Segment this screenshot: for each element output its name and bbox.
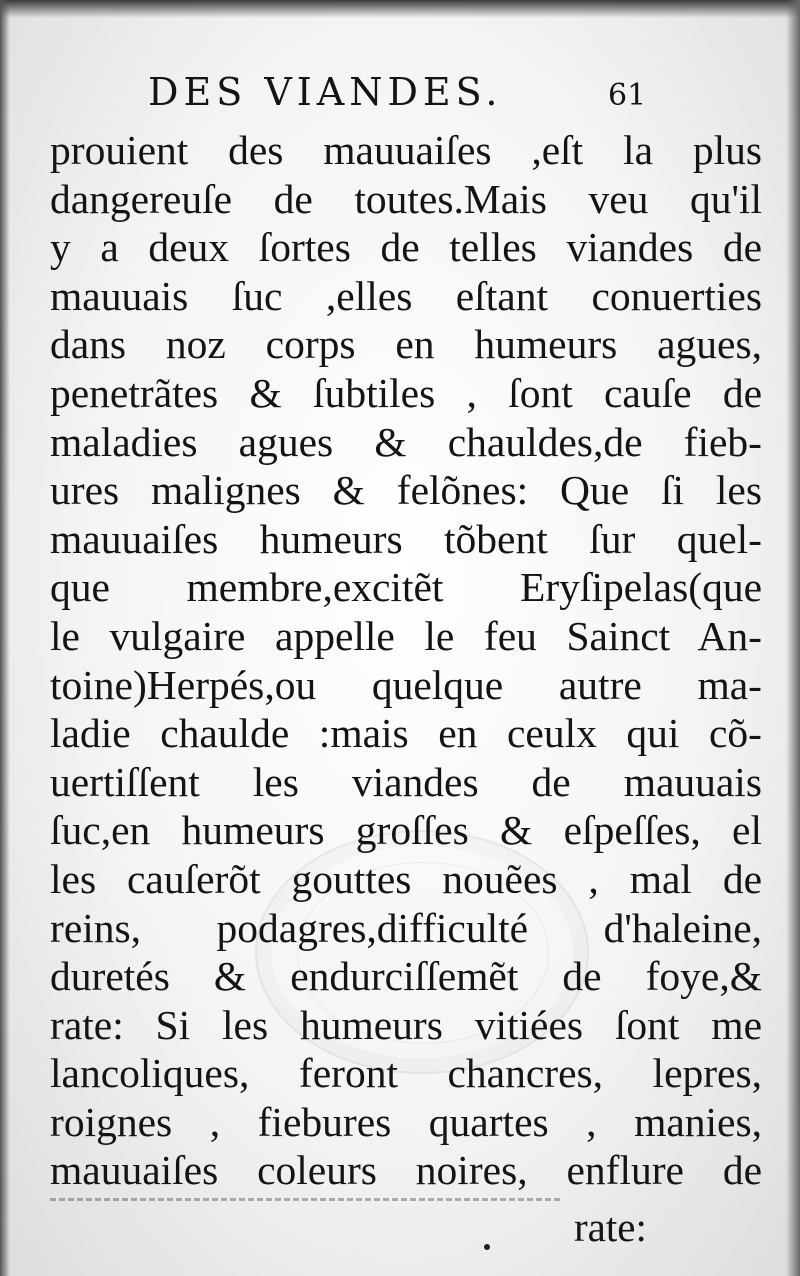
catchword: rate: bbox=[574, 1204, 647, 1250]
text-line: uertiſſent les viandes de mauuais bbox=[50, 758, 762, 805]
text-line: roignes , fiebures quartes , manies, bbox=[50, 1098, 762, 1145]
text-line: y a deux ſortes de telles viandes de bbox=[50, 224, 762, 271]
text-line: les cauſerõt gouttes nouẽes , mal de bbox=[50, 855, 762, 902]
ink-speck bbox=[484, 1244, 490, 1250]
text-line: toine)Herpés,ou quelque autre ma- bbox=[50, 661, 762, 708]
text-line: ſuc,en humeurs groſſes & eſpeſſes, el bbox=[50, 807, 762, 854]
text-line: le vulgaire appelle le feu Sainct An- bbox=[50, 612, 762, 659]
running-title: DES VIANDES. bbox=[148, 70, 503, 114]
page-edge-left bbox=[0, 0, 10, 1276]
page-edge-right bbox=[786, 0, 800, 1276]
text-line: dangereuſe de toutes.Mais veu qu'il bbox=[50, 175, 762, 222]
text-line: reins, podagres,difficulté d'haleine, bbox=[50, 904, 762, 951]
text-line: lancoliques, feront chancres, lepres, bbox=[50, 1050, 762, 1097]
text-line: prouient des mauuaiſes ,eſt la plus bbox=[50, 127, 762, 173]
text-line: que membre,excitẽt Eryſipelas(que bbox=[50, 564, 762, 611]
text-line: mauuais ſuc ,elles eſtant conuerties bbox=[50, 272, 762, 319]
page-number: 61 bbox=[608, 78, 647, 113]
text-line: duretés & endurciſſemẽt de foye,& bbox=[50, 953, 762, 1000]
page-header bbox=[148, 64, 668, 124]
text-line: ladie chaulde :mais en ceulx qui cõ- bbox=[50, 710, 762, 757]
text-line: dans noz corps en humeurs agues, bbox=[50, 321, 762, 368]
body-text bbox=[50, 126, 762, 1195]
text-line: penetrãtes & ſubtiles , ſont cauſe de bbox=[50, 369, 762, 416]
text-line: ures malignes & felõnes: Que ſi les bbox=[50, 467, 762, 514]
text-line: maladies agues & chauldes,de fieb- bbox=[50, 418, 762, 465]
page-edge-top bbox=[0, 0, 800, 18]
text-line: mauuaiſes coleurs noires, enflure de bbox=[50, 1147, 762, 1194]
text-line: mauuaiſes humeurs tõbent ſur quel- bbox=[50, 515, 762, 562]
text-line: rate: Si les humeurs vitiées ſont me bbox=[50, 1001, 762, 1048]
print-bleed-marks bbox=[50, 1198, 560, 1209]
